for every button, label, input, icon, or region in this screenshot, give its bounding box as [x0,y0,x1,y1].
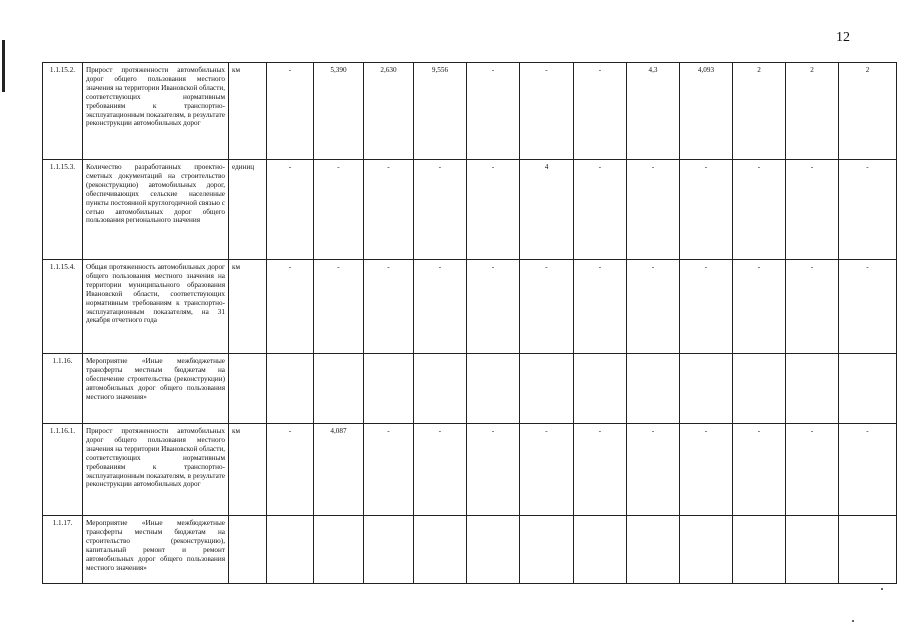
value-cell: - [467,260,520,354]
value-cell: - [627,424,680,516]
value-cell: - [733,260,786,354]
value-cell [786,354,839,424]
value-cell: - [267,260,314,354]
value-cell [467,354,520,424]
value-cell: - [267,63,314,160]
value-cell: 4,093 [680,63,733,160]
value-cell: - [364,260,414,354]
row-unit [229,354,267,424]
table-row [43,63,897,160]
value-cell: - [364,160,414,260]
row-description: Прирост протяженности автомобильных дорог общего пользования местного значения на территории Ивановской области, соответствующих нормативным требованиям к транспортно-эксплуатационным показателям, в результате реконструкции автомобильных дорог [83,424,229,516]
value-cell [839,354,897,424]
value-cell: - [627,260,680,354]
value-cell [520,516,574,584]
row-unit [229,516,267,584]
row-code: 1.1.15.3. [43,160,83,260]
row-unit: км [229,260,267,354]
value-cell: - [680,260,733,354]
value-cell: - [467,160,520,260]
value-cell: 4,087 [314,424,364,516]
value-cell [733,516,786,584]
row-code: 1.1.15.4. [43,260,83,354]
value-cell: 2,630 [364,63,414,160]
value-cell: - [364,424,414,516]
value-cell [680,354,733,424]
value-cell [680,516,733,584]
value-cell [267,354,314,424]
value-cell: - [839,260,897,354]
value-cell: - [680,160,733,260]
value-cell: - [839,424,897,516]
row-unit: км [229,424,267,516]
value-cell: 9,556 [414,63,467,160]
value-cell [733,354,786,424]
value-cell [574,516,627,584]
value-cell [467,516,520,584]
value-cell: - [574,424,627,516]
value-cell [364,354,414,424]
value-cell: - [786,160,839,260]
indicators-table [42,62,897,584]
table-row [43,160,897,260]
value-cell: 2 [786,63,839,160]
row-code: 1.1.16. [43,354,83,424]
value-cell: - [414,260,467,354]
value-cell: - [520,260,574,354]
value-cell: - [574,260,627,354]
row-code: 1.1.15.2. [43,63,83,160]
row-description: Прирост протяженности автомобильных дорог общего пользования местного значения на территории Ивановской области, соответствующих нормативным требованиям к транспортно-эксплуатационным показателям, в результате реконструкции автомобильных дорог [83,63,229,160]
value-cell: - [414,160,467,260]
value-cell: - [733,160,786,260]
value-cell: 4,3 [627,63,680,160]
value-cell: - [267,424,314,516]
value-cell [627,516,680,584]
row-code: 1.1.17. [43,516,83,584]
value-cell: - [627,160,680,260]
value-cell: - [680,424,733,516]
value-cell: - [574,160,627,260]
row-description: Количество разработанных проектно-сметных документаций на строительство (реконструкцию) автомобильных дорог, обеспечивающих сельские населенные пункты постоянной круглогодичной связью с сетью автомобильных дорог общего пользования регионального значения [83,160,229,260]
row-unit: единиц [229,160,267,260]
table-row [43,424,897,516]
value-cell [414,354,467,424]
row-description: Мероприятие «Иные межбюджетные трансферты местным бюджетам на обеспечение строительства (реконструкции) автомобильных дорог общего пользования местного значения» [83,354,229,424]
value-cell: - [786,424,839,516]
value-cell: 4 [520,160,574,260]
table-row [43,260,897,354]
row-description: Общая протяженность автомобильных дорог общего пользования местного значения на территории муниципального образования Ивановской области, соответствующих нормативным требованиям к транспортно-эксплуатационным показателям, на 31 декабря отчетного года [83,260,229,354]
value-cell: - [314,160,364,260]
scan-speck [881,588,883,590]
value-cell: - [467,424,520,516]
value-cell: - [414,424,467,516]
row-code: 1.1.16.1. [43,424,83,516]
value-cell [627,354,680,424]
value-cell: - [786,260,839,354]
value-cell: - [520,63,574,160]
scan-edge-mark [2,40,5,92]
value-cell: 5,390 [314,63,364,160]
value-cell: 2 [839,63,897,160]
scan-speck [852,620,854,622]
value-cell: - [574,63,627,160]
value-cell: - [839,160,897,260]
value-cell [414,516,467,584]
value-cell: - [467,63,520,160]
row-unit: км [229,63,267,160]
value-cell: - [733,424,786,516]
value-cell: - [520,424,574,516]
value-cell [574,354,627,424]
table-row [43,354,897,424]
value-cell: 2 [733,63,786,160]
value-cell: - [314,260,364,354]
value-cell [267,516,314,584]
value-cell [520,354,574,424]
table-row [43,516,897,584]
value-cell: - [267,160,314,260]
value-cell [364,516,414,584]
value-cell [839,516,897,584]
value-cell [786,516,839,584]
value-cell [314,354,364,424]
page-number: 12 [836,30,850,45]
value-cell [314,516,364,584]
row-description: Мероприятие «Иные межбюджетные трансферты местным бюджетам на строительство (реконструкцию), капитальный ремонт и ремонт автомобильных дорог общего пользования местного значения» [83,516,229,584]
